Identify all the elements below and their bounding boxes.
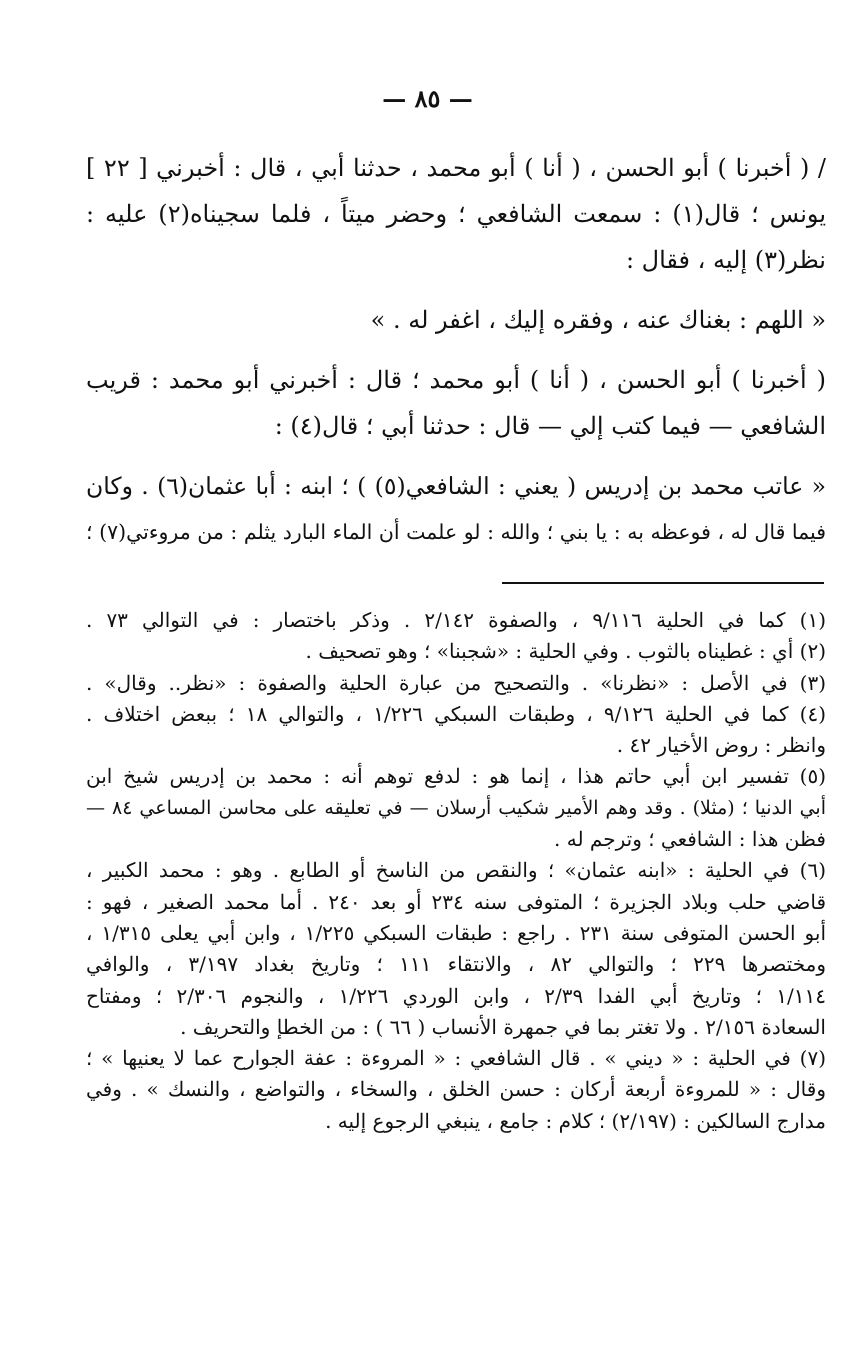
- footnote-line: (٧) في الحلية : « ديني » . قال الشافعي : « المروءة : عفة الجوارح عما لا يعنيها » ؛: [86, 1046, 826, 1071]
- text-line: / ( أخبرنا ) أبو الحسن ، ( أنا ) أبو محمد ، حدثنا أبي ، قال : أخبرني [ ٢٢ ]: [86, 154, 826, 182]
- quote-line: « اللهم : بغناك عنه ، وفقره إليك ، اغفر له . »: [370, 306, 826, 334]
- footnote-line: قاضي حلب وبلاد الجزيرة ؛ المتوفى سنه ٢٣٤ أو بعد ٢٤٠ . أما محمد الصغير ، فهو :: [86, 889, 827, 914]
- footnote-line: أبو الحسن المتوفى سنة ٢٣١ . راجع : طبقات السبكي ١/٢٢٥ ، وابن أبي يعلى ١/٣١٥ ،: [86, 920, 827, 945]
- quote-line: « عاتب محمد بن إدريس ( يعني : الشافعي(٥) ) ؛ ابنه : أبا عثمان(٦) . وكان: [86, 472, 826, 500]
- footnote-line: (٦) في الحلية : «ابنه عثمان» ؛ والنقص من الناسخ أو الطابع . وهو : محمد الكبير ،: [86, 858, 826, 883]
- footnote-line: وقال : « للمروءة أربعة أركان : حسن الخلق ، والسخاء ، والتواضع ، والنسك » . وفي: [86, 1077, 826, 1102]
- footnote-separator: [502, 582, 824, 584]
- text-line: يونس ؛ قال(١) : سمعت الشافعي ؛ وحضر ميتاً ، فلما سجيناه(٢) عليه :: [86, 200, 826, 228]
- footnote-line: ١/١١٤ ؛ وتاريخ أبي الفدا ٢/٣٩ ، وابن الوردي ١/٢٢٦ ، والنجوم ٢/٣٠٦ ؛ ومفتاح: [86, 983, 827, 1008]
- footnotes: [86, 605, 826, 1137]
- footnote-line: (٥) تفسير ابن أبي حاتم هذا ، إنما هو : لدفع توهم أنه : محمد بن إدريس شيخ ابن: [86, 764, 826, 789]
- footnote-line: (١) كما في الحلية ٩/١١٦ ، والصفوة ٢/١٤٢ . وذكر باختصار : في التوالي ٧٣ .: [86, 608, 827, 632]
- footnote-line: (٣) في الأصل : «نظرنا» . والتصحيح من عبارة الحلية والصفوة : «نظر.. وقال» .: [86, 670, 826, 695]
- text-line: الشافعي — فيما كتب إلي — قال : حدثنا أبي ؛ قال(٤) :: [274, 412, 826, 440]
- text-line: نظر(٣) إليه ، فقال :: [625, 246, 826, 274]
- footnote-line: مدارج السالكين : (٢/١٩٧) ؛ كلام : جامع ، ينبغي الرجوع إليه .: [325, 1108, 826, 1133]
- footnote-line: فظن هذا : الشافعي ؛ وترجم له .: [554, 827, 826, 852]
- text-line: ( أخبرنا ) أبو الحسن ، ( أنا ) أبو محمد ؛ قال : أخبرني أبو محمد : قريب: [86, 366, 826, 394]
- main-text: [86, 145, 826, 555]
- footnote-line: ومختصرها ٢٢٩ ؛ والتوالي ٨٢ ، والانتقاء ١١١ ؛ وتاريخ بغداد ٣/١٩٧ ، والوافي: [86, 952, 826, 977]
- footnote-line: السعادة ٢/١٥٦ . ولا تغتر بما في جمهرة الأنساب ( ٦٦ ) : من الخطإ والتحريف .: [180, 1014, 826, 1039]
- footnote-line: (٢) أي : غطيناه بالثوب . وفي الحلية : «شجبنا» ؛ وهو تصحيف .: [305, 639, 826, 664]
- footnote-line: (٤) كما في الحلية ٩/١٢٦ ، وطبقات السبكي ١/٢٢٦ ، والتوالي ١٨ ؛ ببعض اختلاف .: [86, 701, 826, 726]
- footnote-line: وانظر : روض الأخيار ٤٢ .: [616, 733, 826, 758]
- page-number: — ٨٥ —: [382, 84, 473, 113]
- text-line: فيما قال له ، فوعظه به : يا بني ؛ والله : لو علمت أن الماء البارد يثلم : من مروءتي(٧) ؛: [86, 520, 826, 544]
- footnote-line: أبي الدنيا ؛ (مثلا) . وقد وهم الأمير شكيب أرسلان — في تعليقه على محاسن المساعي ٨٤ —: [86, 796, 826, 819]
